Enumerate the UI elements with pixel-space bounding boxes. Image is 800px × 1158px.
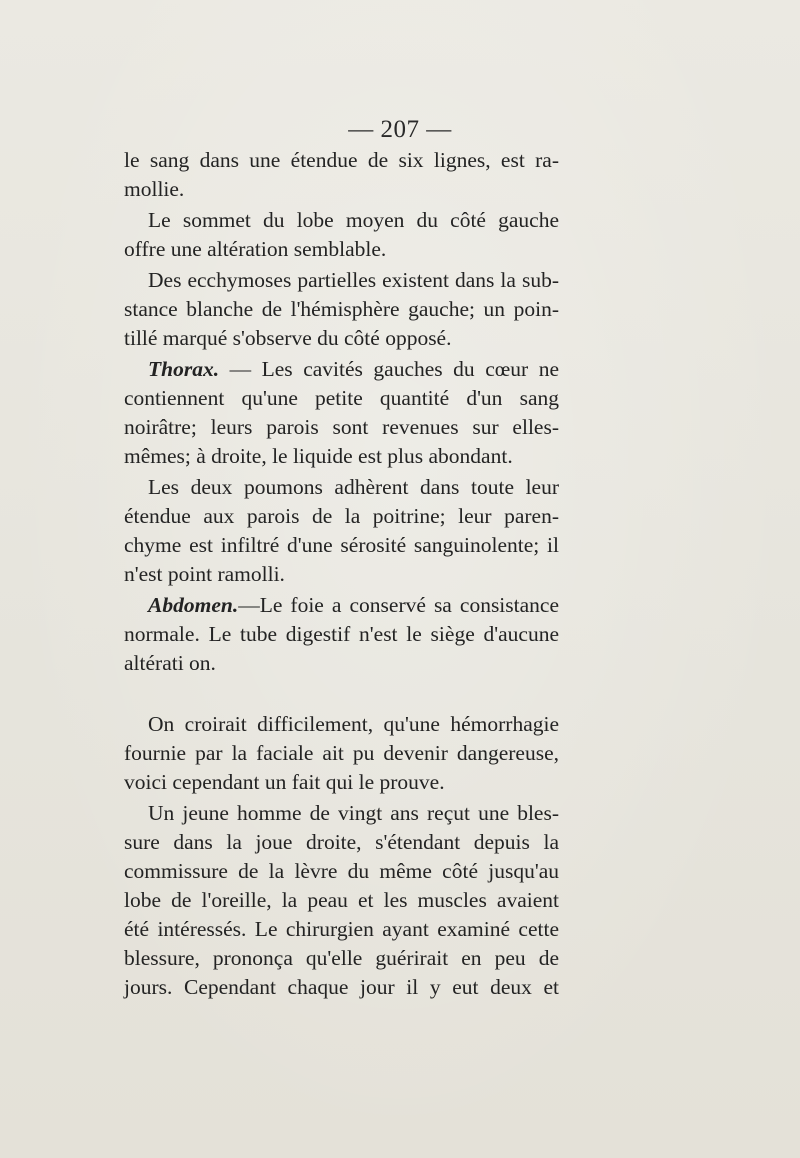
text-line: le sang dans une étendue de six lignes, est ra- [124,148,559,172]
text-line: normale. Le tube digestif n'est le siège d'aucune [124,622,559,646]
text-line: mêmes; à droite, le liquide est plus abondant. [124,444,513,468]
paragraph [124,355,559,471]
section-heading-thorax: Thorax. [148,357,220,381]
text-line: tillé marqué s'observe du côté opposé. [124,326,452,350]
text-line: n'est point ramolli. [124,562,285,586]
text-line: étendue aux parois de la poitrine; leur paren- [124,504,559,528]
text-line: contiennent qu'une petite quantité d'un sang [124,386,559,410]
text-line: On croirait difficilement, qu'une hémorrhagie [148,712,559,736]
text-line: jours. Cependant chaque jour il y eut deux et [124,975,559,999]
text-line: sure dans la joue droite, s'étendant depuis la [124,830,559,854]
text-line: blessure, prononça qu'elle guérirait en peu de [124,946,559,970]
text-line: lobe de l'oreille, la peau et les muscles avaient [124,888,559,912]
text-line: stance blanche de l'hémisphère gauche; un poin- [124,297,559,321]
text-line: chyme est infiltré d'une sérosité sanguinolente; il [124,533,559,557]
text-line: mollie. [124,177,185,201]
text-line: Un jeune homme de vingt ans reçut une bles- [148,801,559,825]
body-text [124,146,559,1002]
text-fragment: — Les cavités gauches du cœur ne [219,357,559,381]
text-line: offre une altération semblable. [124,237,387,261]
text-line: Le sommet du lobe moyen du côté gauche [148,208,559,232]
paragraph [124,146,559,204]
text-line: Les deux poumons adhèrent dans toute leur [148,475,559,499]
paragraph [124,591,559,678]
section-heading-abdomen: Abdomen. [148,593,239,617]
text-line: été intéressés. Le chirurgien ayant examiné cette [124,917,559,941]
paragraph [124,206,559,264]
paragraph [124,266,559,353]
text-line: altérati on. [124,651,216,675]
paragraph [124,473,559,589]
page-number: — 207 — [348,116,452,143]
text-line: commissure de la lèvre du même côté jusqu'au [124,859,559,883]
text-line: noirâtre; leurs parois sont revenues sur elles- [124,415,559,439]
text-line [124,591,559,620]
text-line: Des ecchymoses partielles existent dans la sub- [148,268,559,292]
text-fragment: —Le foie a conservé sa consistance [238,593,559,617]
text-line: voici cependant un fait qui le prouve. [124,770,445,794]
paragraph [124,710,559,797]
text-line [124,355,559,384]
paragraph [124,799,559,1002]
text-line: fournie par la faciale ait pu devenir dangereuse, [124,741,559,765]
